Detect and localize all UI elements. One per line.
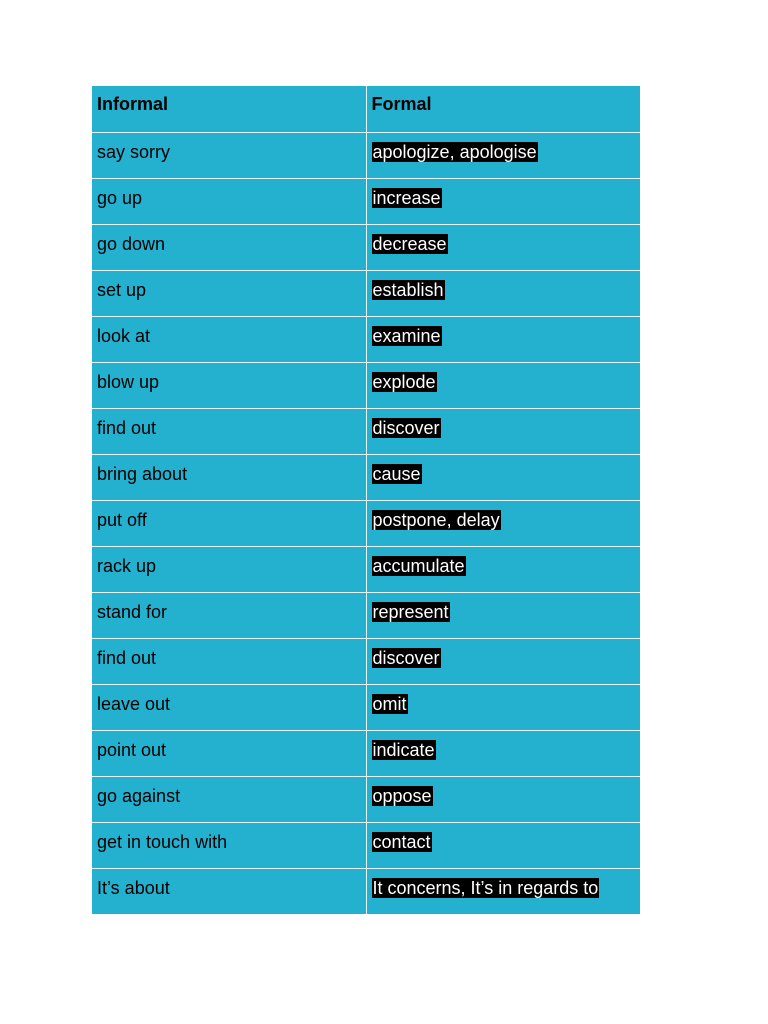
formal-term: decrease (372, 233, 447, 254)
formal-term: omit (372, 693, 407, 714)
formal-cell (366, 868, 640, 914)
table-row (92, 500, 640, 546)
formal-cell (366, 224, 640, 270)
formal-cell (366, 270, 640, 316)
informal-cell: blow up (92, 362, 366, 408)
formal-term: explode (372, 371, 436, 392)
informal-cell: go down (92, 224, 366, 270)
formal-term: establish (372, 279, 444, 300)
formal-cell (366, 776, 640, 822)
informal-cell: find out (92, 638, 366, 684)
informal-cell: go against (92, 776, 366, 822)
formal-term: oppose (372, 785, 432, 806)
formal-cell (366, 638, 640, 684)
header-row (92, 86, 640, 132)
table-row (92, 224, 640, 270)
formal-cell (366, 316, 640, 362)
table-row (92, 776, 640, 822)
formal-term: apologize, apologise (372, 141, 537, 162)
table-row (92, 408, 640, 454)
informal-cell: put off (92, 500, 366, 546)
table-row (92, 868, 640, 914)
formal-cell (366, 822, 640, 868)
formal-term: contact (372, 831, 431, 852)
formal-cell (366, 178, 640, 224)
informal-cell: leave out (92, 684, 366, 730)
table-row (92, 638, 640, 684)
informal-cell: It’s about (92, 868, 366, 914)
table-row (92, 822, 640, 868)
formal-cell (366, 454, 640, 500)
header-formal: Formal (366, 86, 640, 132)
formal-term: accumulate (372, 555, 465, 576)
informal-cell: rack up (92, 546, 366, 592)
table-row (92, 316, 640, 362)
formal-cell (366, 730, 640, 776)
formal-cell (366, 500, 640, 546)
informal-cell: set up (92, 270, 366, 316)
formal-term: indicate (372, 739, 435, 760)
informal-cell: get in touch with (92, 822, 366, 868)
informal-cell: find out (92, 408, 366, 454)
informal-cell: point out (92, 730, 366, 776)
table-row (92, 362, 640, 408)
table-row (92, 132, 640, 178)
formal-term: increase (372, 187, 441, 208)
formal-term: cause (372, 463, 421, 484)
formal-cell (366, 362, 640, 408)
formal-term: discover (372, 417, 440, 438)
formal-cell (366, 684, 640, 730)
formal-cell (366, 408, 640, 454)
header-informal: Informal (92, 86, 366, 132)
formal-cell (366, 546, 640, 592)
table-header (92, 86, 640, 132)
table-row (92, 270, 640, 316)
informal-cell: bring about (92, 454, 366, 500)
table-row (92, 592, 640, 638)
formal-term: examine (372, 325, 441, 346)
formal-term: It concerns, It’s in regards to (372, 877, 599, 898)
informal-formal-table (92, 86, 640, 914)
formal-term: discover (372, 647, 440, 668)
formal-cell (366, 592, 640, 638)
informal-cell: go up (92, 178, 366, 224)
formal-cell (366, 132, 640, 178)
table-row (92, 684, 640, 730)
informal-cell: stand for (92, 592, 366, 638)
formal-term: represent (372, 601, 449, 622)
formal-term: postpone, delay (372, 509, 500, 530)
informal-cell: say sorry (92, 132, 366, 178)
table-row (92, 546, 640, 592)
table-row (92, 178, 640, 224)
table-body (92, 132, 640, 914)
informal-cell: look at (92, 316, 366, 362)
table-row (92, 730, 640, 776)
table-row (92, 454, 640, 500)
